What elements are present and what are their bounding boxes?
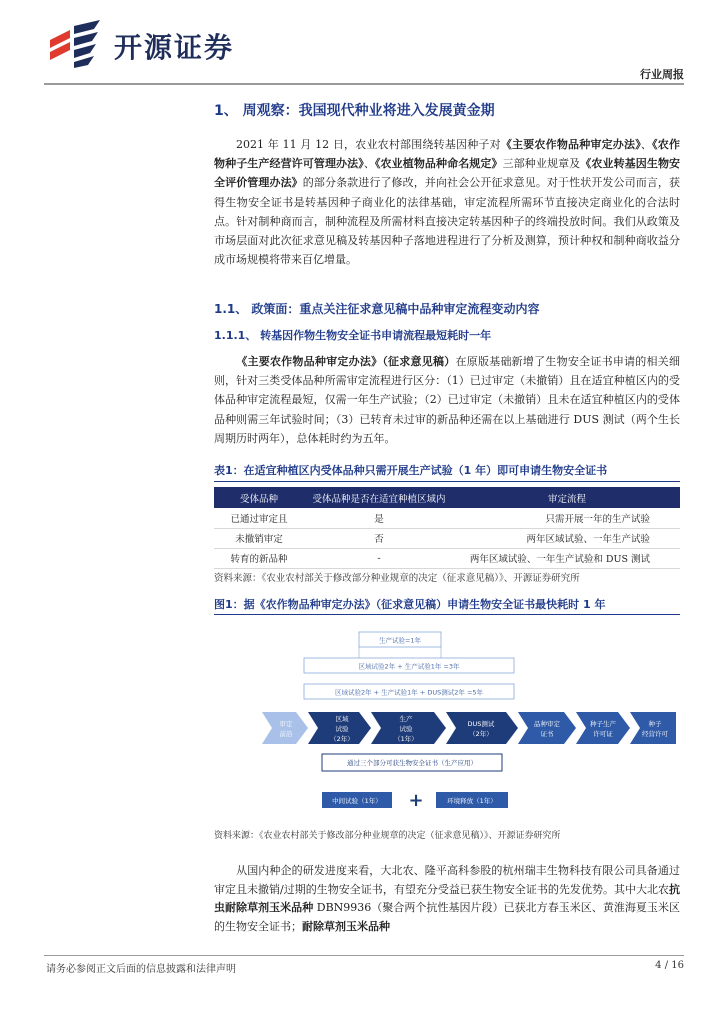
step-3-label: （1年） bbox=[394, 735, 418, 743]
brand-logo bbox=[48, 20, 278, 70]
section-1-1-1-paragraph: 《主要农作物品种审定办法》（征求意见稿）在原版基础新增了生物安全证书申请的相关细则，针对三类受体品种所需审定流程进行区分：（1）已过审定（未撤销）且在适宜种植区内的受体品种审定流程最短，仅需一年生产试验；（2）已过审定（未撤销）且未在适宜种植区内的受体品种则需三年试验时间；（3）已转育未过审的新品种还需在以上基础进行 DUS 测试（两个生长周期历时两年），总体耗时约为五年。 bbox=[214, 355, 681, 445]
figure-1-caption: 图1：据《农作物品种审定办法》（征求意见稿）申请生物安全证书最快耗时 1 年 bbox=[214, 598, 606, 611]
bracket-full-process bbox=[304, 684, 514, 699]
bracket-1-label: 生产试验=1年 bbox=[378, 636, 422, 645]
table-row bbox=[214, 548, 680, 568]
bracket-3-label: 区域试验2年 + 生产试验1年 + DUS测试2年 =5年 bbox=[334, 688, 484, 697]
step-6-label: 许可证 bbox=[593, 730, 613, 738]
table-cell: 已通过审定且 bbox=[214, 508, 304, 528]
bracket-production-trial bbox=[359, 632, 441, 658]
step-4-label: DUS测试 bbox=[467, 720, 495, 728]
table-header-row bbox=[214, 487, 680, 508]
table-header-cell: 审定流程 bbox=[454, 487, 680, 508]
table-1-source: 资料来源：《农业农村部关于修改部分种业规章的决定（征求意见稿）》、开源证券研究所 bbox=[214, 573, 580, 584]
brand-logo-mark bbox=[48, 20, 106, 68]
environment-release-label: 环境释放（1年） bbox=[447, 797, 497, 805]
table-1-caption-rule bbox=[214, 481, 680, 482]
table-cell: 两年区域试验、一年生产试验和 DUS 测试 bbox=[454, 548, 680, 568]
bracket-regional-production bbox=[304, 658, 514, 673]
page-number: 4 / 16 bbox=[655, 960, 684, 971]
step-5-label: 品种审定 bbox=[534, 720, 560, 728]
section-1-paragraph: 2021 年 11 月 12 日，农业农村部围绕转基因种子对《主要农作物品种审定办法》、《农作物种子生产经营许可管理办法》、《农业植物品种命名规定》三部种业规章及《农业转基因生物安全评价管理办法》的部分条款进行了修改，并向社会公开征求意见。对于性状开发公司而言，获得生物安全证书是转基因种子商业化的法律基础，审定流程所需环节直接决定商业化的合法时点。针对制种商而言，制种流程及所需材料直接决定转基因种子的终端投放时间。我们从政策及市场层面对此次征求意见稿及转基因种子落地进程进行了分析及测算，预计种权和制种商收益分成市场规模将带来百亿增量。 bbox=[214, 138, 681, 267]
bracket-2-label: 区域试验2年 + 生产试验1年 =3年 bbox=[358, 662, 460, 671]
step-3-label: 生产 bbox=[399, 715, 413, 723]
step-4-label: （2年） bbox=[469, 730, 493, 738]
step-6-label: 种子生产 bbox=[590, 720, 616, 728]
table-cell: 只需开展一年的生产试验 bbox=[454, 508, 680, 528]
step-7-label: 经营许可 bbox=[642, 730, 668, 738]
step-7-chevron bbox=[630, 712, 676, 744]
step-5-chevron bbox=[518, 712, 576, 744]
figure-1-diagram bbox=[214, 620, 680, 820]
process-chevrons bbox=[262, 712, 676, 744]
footer-disclaimer: 请务必参阅正文后面的信息披露和法律声明 bbox=[46, 964, 236, 975]
step-2-label: （2年） bbox=[330, 735, 354, 743]
table-cell: - bbox=[304, 548, 454, 568]
condition-label: 通过三个部分可获生物安全证书（生产应用） bbox=[347, 759, 477, 767]
step-4-chevron bbox=[446, 712, 518, 744]
section-1-1-1-title: 1.1.1、 转基因作物生物安全证书申请流程最短耗时一年 bbox=[214, 329, 492, 342]
table-header-cell: 受体品种 bbox=[214, 487, 304, 508]
table-header-cell: 受体品种是否在适宜种植区域内 bbox=[304, 487, 454, 508]
step-1-label: 前沿 bbox=[279, 730, 293, 738]
section-1-title: 1、 周观察：我国现代种业将进入发展黄金期 bbox=[214, 103, 495, 119]
intermediate-trial-label: 中间试验（1年） bbox=[332, 797, 382, 805]
report-type: 行业周报 bbox=[640, 68, 684, 81]
table-1 bbox=[214, 487, 680, 569]
step-3-label: 试验 bbox=[399, 725, 413, 733]
closing-paragraph: 从国内种企的研发进度来看，大北农、隆平高科参股的杭州瑞丰生物科技有限公司具备通过审定且未撤销/过期的生物安全证书，有望充分受益已获生物安全证书的先发优势。其中大北农抗虫耐除草剂玉米品种 DBN9936（聚合两个抗性基因片段）已获北方春玉米区、黄淮海夏玉米区的生物安全证书；耐除草剂玉米品种 bbox=[214, 864, 680, 933]
table-1-caption: 表1：在适宜种植区内受体品种只需开展生产试验（1 年）即可申请生物安全证书 bbox=[214, 464, 608, 477]
brand-name: 开源证券 bbox=[114, 31, 235, 64]
step-2-label: 区域 bbox=[335, 715, 349, 723]
step-1-chevron bbox=[262, 712, 308, 744]
step-7-label: 种子 bbox=[648, 720, 662, 728]
table-cell: 是 bbox=[304, 508, 454, 528]
figure-1-caption-rule bbox=[214, 614, 680, 615]
figure-1-source: 资料来源：《农业农村部关于修改部分种业规章的决定（征求意见稿）》、开源证券研究所 bbox=[214, 831, 561, 841]
table-row bbox=[214, 528, 680, 548]
step-5-label: 证书 bbox=[540, 730, 554, 738]
table-cell: 否 bbox=[304, 528, 454, 548]
step-6-chevron bbox=[576, 712, 630, 744]
header-divider bbox=[44, 83, 684, 85]
plus-sign: + bbox=[408, 790, 424, 811]
table-cell: 两年区域试验、一年生产试验 bbox=[454, 528, 680, 548]
table-cell: 转育的新品种 bbox=[214, 548, 304, 568]
footer-divider bbox=[44, 955, 684, 956]
section-1-1-title: 1.1、 政策面：重点关注征求意见稿中品种审定流程变动内容 bbox=[214, 302, 540, 316]
step-1-label: 审定 bbox=[279, 720, 293, 728]
table-cell: 未撤销审定 bbox=[214, 528, 304, 548]
step-2-label: 试验 bbox=[335, 725, 349, 733]
table-row bbox=[214, 508, 680, 528]
